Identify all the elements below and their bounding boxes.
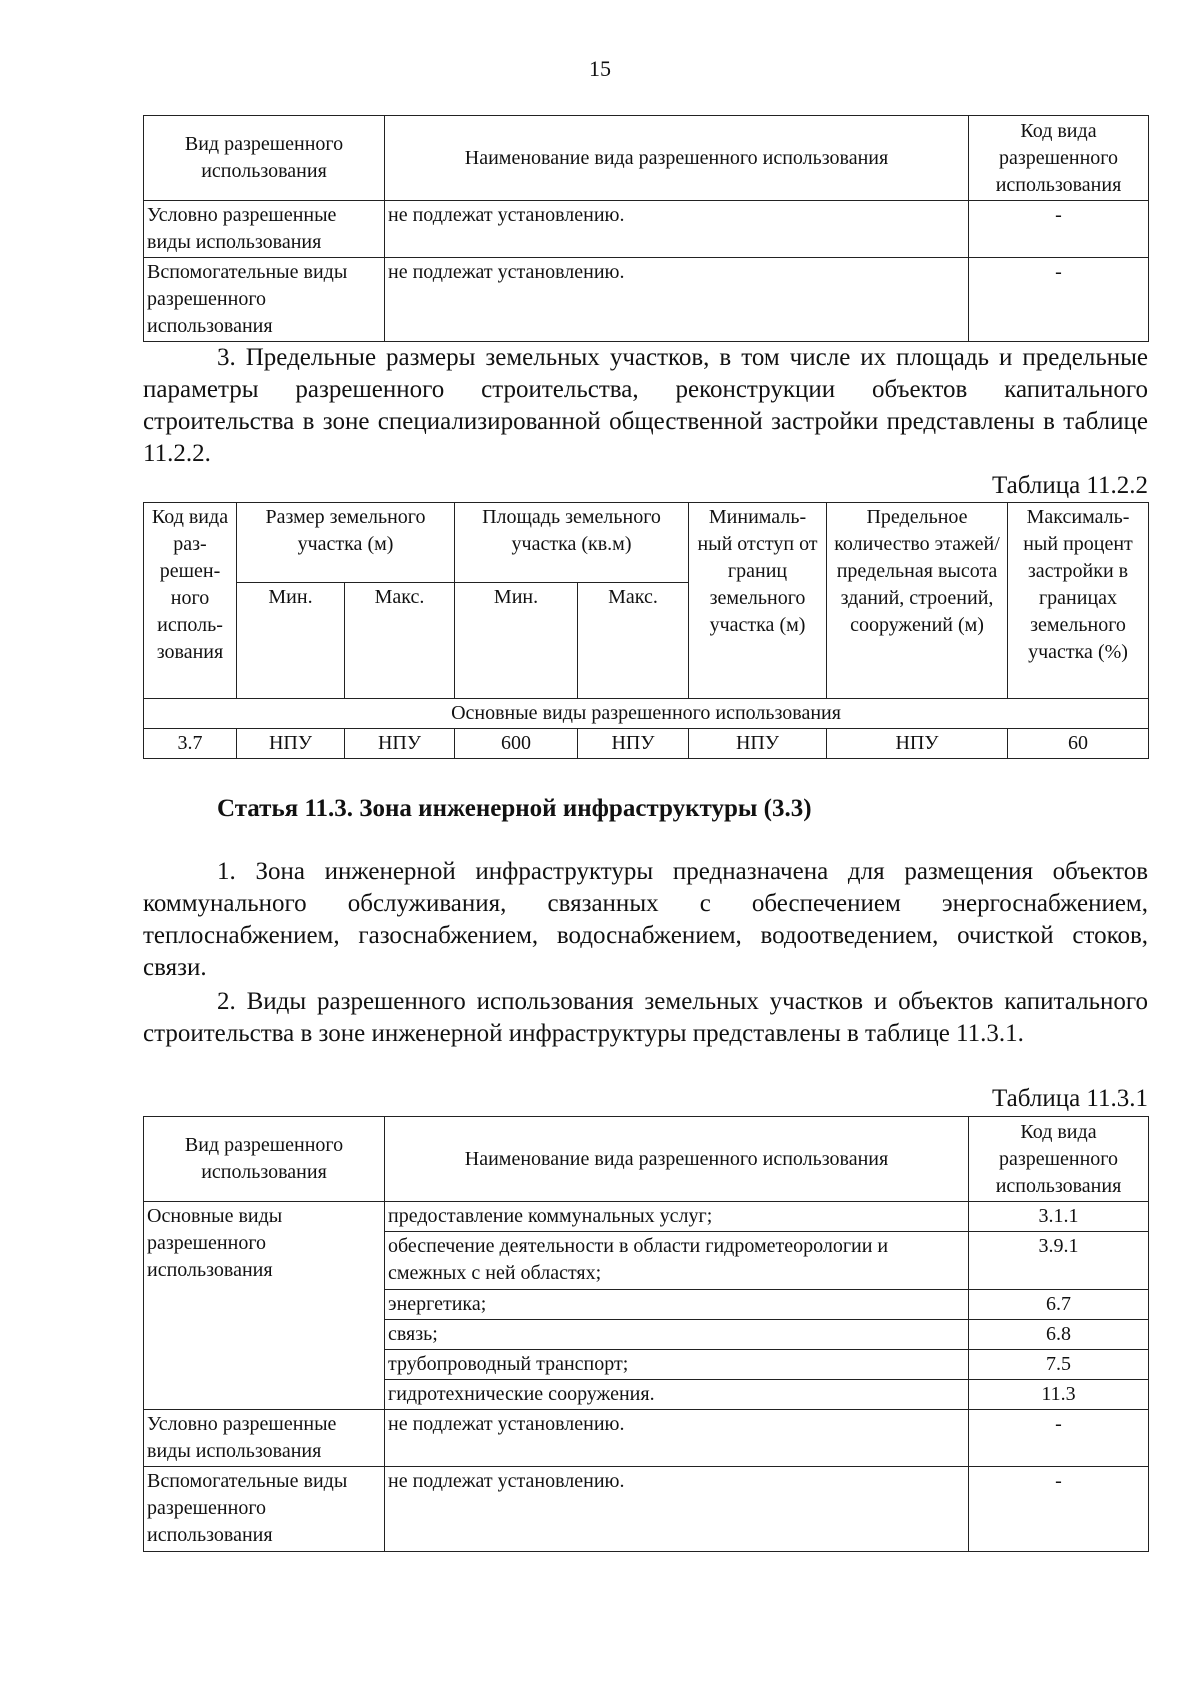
use-code: 6.7 xyxy=(969,1290,1149,1320)
table-caption: Таблица 11.2.2 xyxy=(992,472,1148,499)
use-code: 3.9.1 xyxy=(969,1232,1149,1290)
row-kind: Вспомогательные виды разрешенного использования xyxy=(144,258,385,342)
row-code: - xyxy=(969,201,1149,258)
use-name: предоставление коммунальных услуг; xyxy=(385,1202,969,1232)
paragraph-zone-purpose: 1. Зона инженерной инфраструктуры предназначена для размещения объектов коммунального обслуживания, связанных с обеспечением энергоснабжением, теплоснабжением, газоснабжением, водоснабжением, водоотведением, очисткой стоков, связи. xyxy=(143,858,1148,981)
use-code: 6.8 xyxy=(969,1320,1149,1350)
article-heading: Статья 11.3. Зона инженерной инфраструктуры (3.3) xyxy=(217,795,812,822)
header-indent: Минималь-ный отступ от границ земельного участка (м) xyxy=(689,503,827,699)
aux-code: - xyxy=(969,1467,1149,1552)
row-name: не подлежат установлению. xyxy=(385,258,969,342)
header-kind: Вид разрешенного использования xyxy=(144,116,385,201)
limits-table xyxy=(143,502,1149,759)
header-code: Код вида раз-решен-ного исполь-зования xyxy=(144,503,237,699)
row-code: - xyxy=(969,258,1149,342)
table-row xyxy=(144,1467,1149,1552)
use-name: обеспечение деятельности в области гидрометеорологии и смежных с ней областях; xyxy=(385,1232,969,1290)
cell-size-max: НПУ xyxy=(345,729,455,759)
aux-kind: Вспомогательные виды разрешенного использования xyxy=(144,1467,385,1552)
header-code: Код вида разрешенного использования xyxy=(969,116,1149,201)
use-code: 3.1.1 xyxy=(969,1202,1149,1232)
header-kind: Вид разрешенного использования xyxy=(144,1117,385,1202)
cell-code: 3.7 xyxy=(144,729,237,759)
conditional-kind: Условно разрешенные виды использования xyxy=(144,1410,385,1467)
cell-area-min: 600 xyxy=(455,729,578,759)
table-row xyxy=(144,729,1149,759)
row-name: не подлежат установлению. xyxy=(385,201,969,258)
header-size-max: Макс. xyxy=(345,583,455,699)
row-kind: Условно разрешенные виды использования xyxy=(144,201,385,258)
paragraph-limits: 3. Предельные размеры земельных участков, в том числе их площадь и предельные параметры разрешенного строительства, реконструкции объектов капитального строительства в зоне специализированной общественной застройки представлены в таблице 11.2.2. xyxy=(143,344,1148,467)
cell-indent: НПУ xyxy=(689,729,827,759)
header-area: Площадь земельного участка (кв.м) xyxy=(455,503,689,583)
header-code: Код вида разрешенного использования xyxy=(969,1117,1149,1202)
table-caption: Таблица 11.3.1 xyxy=(992,1085,1148,1112)
header-percent: Максималь-ный процент застройки в границах земельного участка (%) xyxy=(1008,503,1149,699)
main-kind: Основные виды разрешенного использования xyxy=(144,1202,385,1410)
use-name: связь; xyxy=(385,1320,969,1350)
permitted-use-table-continued xyxy=(143,115,1149,342)
header-name: Наименование вида разрешенного использования xyxy=(385,116,969,201)
table-row xyxy=(144,1202,1149,1232)
header-area-min: Мин. xyxy=(455,583,578,699)
table-row xyxy=(144,201,1149,258)
header-size: Размер земельного участка (м) xyxy=(237,503,455,583)
section-label: Основные виды разрешенного использования xyxy=(144,699,1149,729)
use-name: трубопроводный транспорт; xyxy=(385,1350,969,1380)
table-row xyxy=(144,1410,1149,1467)
cell-percent: 60 xyxy=(1008,729,1149,759)
conditional-code: - xyxy=(969,1410,1149,1467)
page-number: 15 xyxy=(589,56,611,81)
cell-floors: НПУ xyxy=(827,729,1008,759)
header-name: Наименование вида разрешенного использования xyxy=(385,1117,969,1202)
header-area-max: Макс. xyxy=(578,583,689,699)
paragraph-zone-uses: 2. Виды разрешенного использования земельных участков и объектов капитального строительства в зоне инженерной инфраструктуры представлены в таблице 11.3.1. xyxy=(143,988,1148,1047)
permitted-use-table xyxy=(143,1116,1149,1552)
use-code: 11.3 xyxy=(969,1380,1149,1410)
header-size-min: Мин. xyxy=(237,583,345,699)
conditional-name: не подлежат установлению. xyxy=(385,1410,969,1467)
use-name: гидротехнические сооружения. xyxy=(385,1380,969,1410)
header-floors: Предельное количество этажей/ предельная высота зданий, строений, сооружений (м) xyxy=(827,503,1008,699)
use-code: 7.5 xyxy=(969,1350,1149,1380)
cell-size-min: НПУ xyxy=(237,729,345,759)
table-row xyxy=(144,258,1149,342)
aux-name: не подлежат установлению. xyxy=(385,1467,969,1552)
use-name: энергетика; xyxy=(385,1290,969,1320)
cell-area-max: НПУ xyxy=(578,729,689,759)
